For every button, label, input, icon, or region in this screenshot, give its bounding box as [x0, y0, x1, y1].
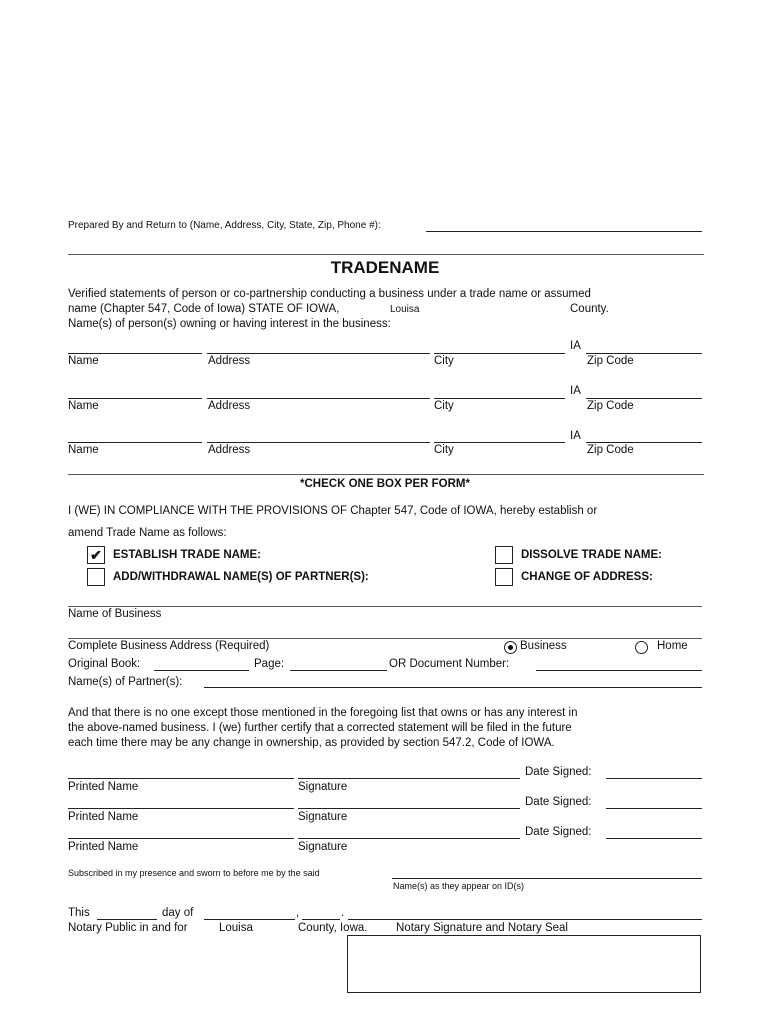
business-name-label: Name of Business	[68, 608, 162, 620]
printed-name-label: Printed Name	[68, 781, 139, 793]
date-signed-field[interactable]	[606, 838, 702, 839]
owner-state: IA	[570, 340, 581, 352]
signature-label: Signature	[298, 841, 348, 853]
address-type-business-radio[interactable]	[504, 641, 517, 654]
signature-field[interactable]	[298, 808, 520, 809]
dissolve-checkbox[interactable]	[495, 546, 513, 564]
document-number-field[interactable]	[536, 670, 702, 671]
printed-name-field[interactable]	[68, 778, 294, 779]
divider	[68, 254, 704, 255]
partners-field[interactable]	[204, 687, 702, 688]
owner-city-label: City	[434, 400, 454, 412]
owner-zip-field[interactable]	[586, 398, 702, 399]
intro-line-1: Verified statements of person or co-partnership conducting a business under a trade name or assumed	[68, 288, 591, 300]
year-field[interactable]	[302, 919, 340, 920]
dissolve-label: DISSOLVE TRADE NAME:	[521, 549, 662, 561]
address-type-home-radio[interactable]	[635, 641, 648, 654]
printed-name-label: Printed Name	[68, 841, 139, 853]
establish-checkbox[interactable]: ✔	[87, 546, 105, 564]
change-address-label: CHANGE OF ADDRESS:	[521, 571, 653, 583]
page-field[interactable]	[290, 670, 387, 671]
printed-name-field[interactable]	[68, 838, 294, 839]
divider	[68, 474, 704, 475]
owner-address-field[interactable]	[207, 442, 430, 443]
partners-label: Name(s) of Partner(s):	[68, 676, 183, 688]
certification-line-3: each time there may be any change in ownership, as provided by section 547.2, Code of IOWA.	[68, 737, 555, 749]
original-book-label: Original Book:	[68, 658, 141, 670]
intro-line-3: Name(s) of person(s) owning or having interest in the business:	[68, 318, 391, 330]
establish-label: ESTABLISH TRADE NAME:	[113, 549, 262, 561]
signature-field[interactable]	[298, 838, 520, 839]
notary-county-value[interactable]: Louisa	[219, 922, 253, 934]
date-signed-label: Date Signed:	[525, 766, 592, 778]
owner-address-label: Address	[208, 444, 251, 456]
owner-address-label: Address	[208, 400, 251, 412]
printed-name-field[interactable]	[68, 808, 294, 809]
notary-public-label: Notary Public in and for	[68, 922, 188, 934]
notary-seal-box[interactable]	[347, 935, 701, 993]
prepared-by-line[interactable]	[426, 231, 702, 232]
owner-city-field[interactable]	[434, 442, 565, 443]
owner-zip-field[interactable]	[586, 442, 702, 443]
signature-label: Signature	[298, 811, 348, 823]
month-field[interactable]	[204, 919, 295, 920]
period-separator: .	[341, 907, 345, 919]
sworn-names-field[interactable]	[392, 878, 702, 879]
owner-name-field[interactable]	[68, 353, 202, 354]
compliance-line-1: I (WE) IN COMPLIANCE WITH THE PROVISIONS OF Chapter 547, Code of IOWA, hereby establish or	[68, 505, 598, 517]
business-address-field[interactable]	[68, 638, 702, 639]
owner-name-field[interactable]	[68, 442, 202, 443]
date-signed-label: Date Signed:	[525, 826, 592, 838]
business-name-field[interactable]	[68, 606, 702, 607]
address-type-home-label: Home	[657, 640, 688, 652]
printed-name-label: Printed Name	[68, 811, 139, 823]
county-label: County.	[570, 303, 609, 315]
notary-seal-label: Notary Signature and Notary Seal	[396, 922, 568, 934]
subscribed-label: Subscribed in my presence and sworn to before me by the said	[68, 868, 320, 878]
certification-line-2: the above-named business. I (we) further certify that a corrected statement will be filed in the future	[68, 722, 572, 734]
day-of-label: day of	[162, 907, 194, 919]
business-address-label: Complete Business Address (Required)	[68, 640, 270, 652]
owner-zip-label: Zip Code	[587, 355, 634, 367]
date-signed-field[interactable]	[606, 808, 702, 809]
sworn-names-note: Name(s) as they appear on ID(s)	[393, 881, 525, 891]
change-address-checkbox[interactable]	[495, 568, 513, 586]
document-number-label: OR Document Number:	[389, 658, 510, 670]
address-type-business-label: Business	[520, 640, 567, 652]
this-label: This	[68, 907, 90, 919]
owner-name-label: Name	[68, 400, 99, 412]
prepared-by-label: Prepared By and Return to (Name, Address, City, State, Zip, Phone #):	[68, 220, 381, 231]
date-signed-field[interactable]	[606, 778, 702, 779]
notary-county-suffix: County, Iowa.	[298, 922, 368, 934]
owner-address-label: Address	[208, 355, 251, 367]
day-field[interactable]	[97, 919, 157, 920]
add-withdraw-label: ADD/WITHDRAWAL NAME(S) OF PARTNER(S):	[113, 571, 369, 583]
page-title: TRADENAME	[330, 258, 440, 277]
owner-state: IA	[570, 385, 581, 397]
owner-name-label: Name	[68, 355, 99, 367]
signature-label: Signature	[298, 781, 348, 793]
comma-separator: ,	[296, 907, 300, 919]
check-one-header: *CHECK ONE BOX PER FORM*	[300, 478, 470, 490]
owner-name-field[interactable]	[68, 398, 202, 399]
owner-zip-field[interactable]	[586, 353, 702, 354]
owner-city-label: City	[434, 355, 454, 367]
intro-line-2: name (Chapter 547, Code of Iowa) STATE OF IOWA,	[68, 303, 340, 315]
signature-field[interactable]	[298, 778, 520, 779]
compliance-line-2: amend Trade Name as follows:	[68, 527, 227, 539]
county-value[interactable]: Louisa	[390, 304, 420, 315]
owner-city-label: City	[434, 444, 454, 456]
owner-address-field[interactable]	[207, 398, 430, 399]
notary-signature-line[interactable]	[348, 919, 702, 920]
owner-zip-label: Zip Code	[587, 444, 634, 456]
page-label: Page:	[254, 658, 285, 670]
add-withdraw-checkbox[interactable]	[87, 568, 105, 586]
owner-address-field[interactable]	[207, 353, 430, 354]
owner-city-field[interactable]	[434, 353, 565, 354]
owner-state: IA	[570, 430, 581, 442]
owner-zip-label: Zip Code	[587, 400, 634, 412]
certification-line-1: And that there is no one except those mentioned in the foregoing list that owns or has any interest in	[68, 707, 578, 719]
original-book-field[interactable]	[154, 670, 249, 671]
owner-name-label: Name	[68, 444, 99, 456]
date-signed-label: Date Signed:	[525, 796, 592, 808]
owner-city-field[interactable]	[434, 398, 565, 399]
